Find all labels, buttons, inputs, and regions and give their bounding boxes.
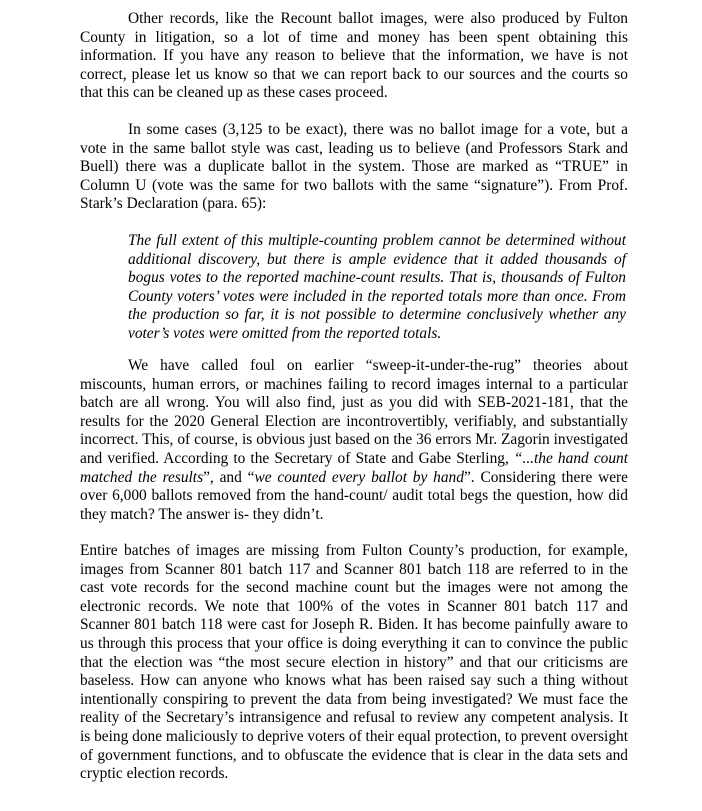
paragraph-duplicate-ballots: In some cases (3,125 to be exact), there was no ballot image for a vote, but a vote in the same ballot style was cast, leading us to believe (and Professors Stark and Buell) there was a duplicate ballot in the system. Those are marked as “TRUE” in Column U (vote was the same for two ballots with the same “signature”). From Prof. Stark’s Declaration (para. 65): (80, 121, 628, 213)
quote-separator: ”, and “ (203, 468, 255, 486)
block-quote-stark-declaration: The full extent of this multiple-counting problem cannot be determined without additional discovery, but there is ample evidence that it added thousands of bogus votes to the reported machine-count results. That is, thousands of Fulton County voters’ votes were included in the reported totals more than once. From the production so far, it is not possible to determine conclusively whether any voter’s votes were omitted from the reported totals. (128, 232, 626, 342)
paragraph-called-foul-end: ”. Considering there were over 6,000 ballots removed from the hand-count/ audit total begs the question, how did they match? The answer is- they didn’t. (80, 468, 629, 523)
paragraph-called-foul (80, 357, 628, 524)
paragraph-called-foul-text: We have called foul on earlier “sweep-it-under-the-rug” theories about miscounts, human errors, or machines failing to record images internal to a particular batch are all wrong. You will also find, just as you did with SEB-2021-181, that the results for the 2020 General Election are incontrovertibly, verifiably, and substantially incorrect. This, of course, is obvious just based on the 36 errors Mr. Zagorin investigated and verified. According to the Secretary of State and Gabe Sterling, (80, 357, 628, 467)
quote-counted-every-ballot: we counted every ballot by hand (254, 468, 464, 486)
paragraph-recount-images: Other records, like the Recount ballot images, were also produced by Fulton County in litigation, so a lot of time and money has been spent obtaining this information. If you have any reason to believe that the information, we have is not correct, please let us know so that we can report back to our sources and the courts so that this can be cleaned up as these cases proceed. (80, 10, 628, 102)
quote-hand-count-matched: “...the hand count matched the results (80, 449, 629, 486)
paragraph-missing-batches: Entire batches of images are missing from Fulton County’s production, for example, images from Scanner 801 batch 117 and Scanner 801 batch 118 are referred to in the cast vote records for the second machine count but the images were not among the electronic records. We note that 100% of the votes in Scanner 801 batch 117 and Scanner 801 batch 118 were cast for Joseph R. Biden. It has become painfully aware to us through this process that your office is doing everything it can to convince the public that the election was “the most secure election in history” and that our criticisms are baseless. How can anyone who knows what has been raised say such a thing without intentionally conspiring to prevent the data from being investigated? We must face the reality of the Secretary’s intransigence and refusal to review any competent analysis. It is being done maliciously to deprive voters of their equal protection, to prevent oversight of government functions, and to obfuscate the evidence that is clear in the data sets and cryptic election records. (80, 542, 628, 783)
